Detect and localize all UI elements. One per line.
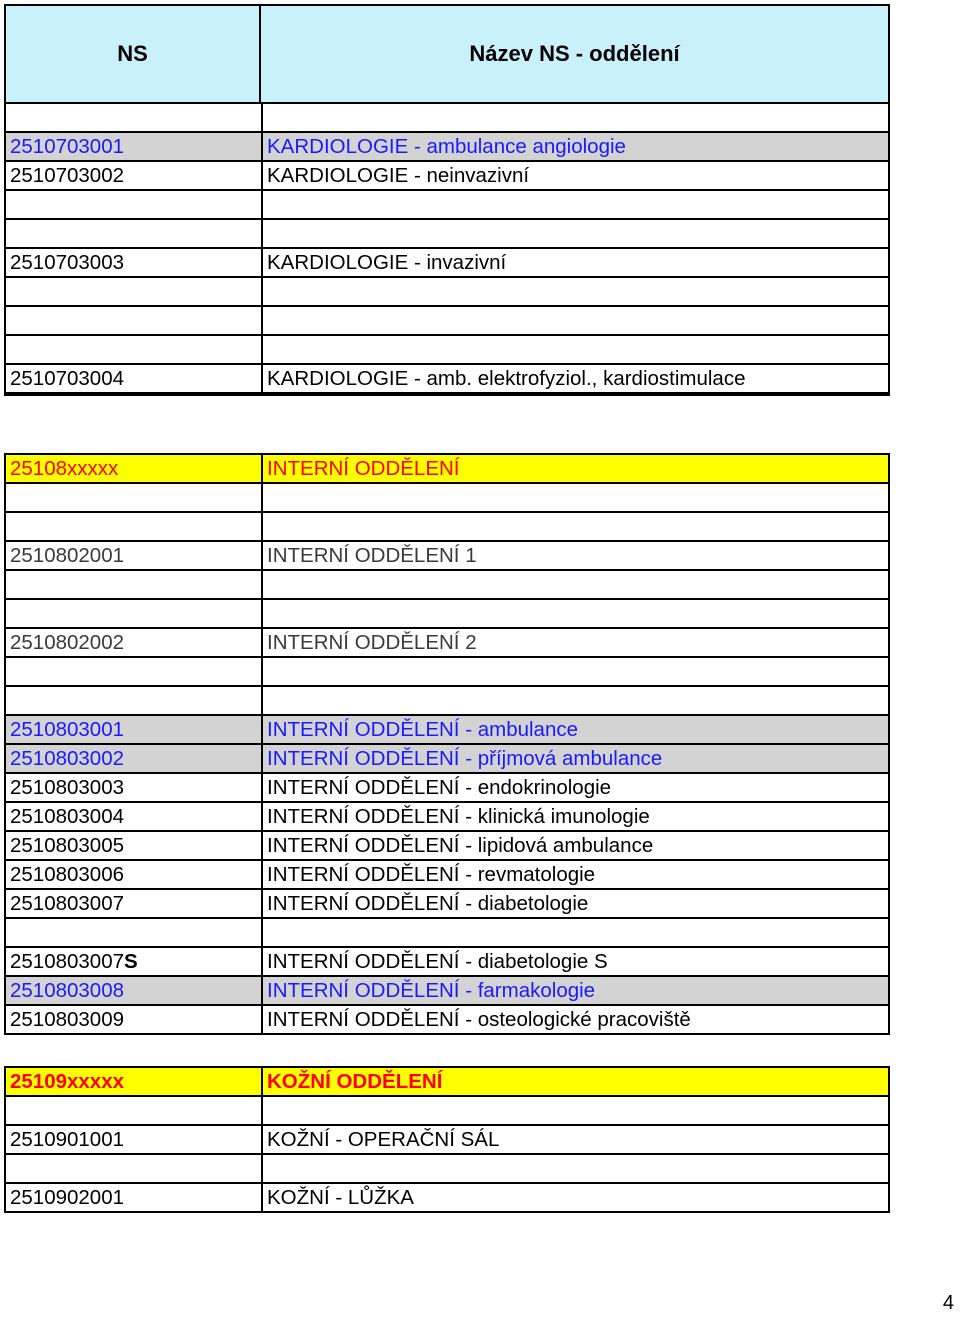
name-cell: INTERNÍ ODDĚLENÍ - farmakologie [267,979,596,1002]
ns-cell [6,278,263,305]
table-row [6,133,888,162]
name-cell [263,104,888,131]
name-cell [263,513,888,540]
department-table [4,4,890,396]
name-cell: INTERNÍ ODDĚLENÍ - osteologické pracoviště [267,1008,691,1031]
table-row [6,220,888,249]
table-row [6,600,888,629]
table-row [6,948,888,977]
table-row [6,191,888,220]
ns-cell [6,1155,263,1182]
name-cell: KARDIOLOGIE - neinvazivní [267,164,530,187]
table-row [6,745,888,774]
table-row [6,365,888,392]
kozni-section [4,1066,890,1213]
name-cell: INTERNÍ ODDĚLENÍ - revmatologie [267,863,596,886]
table-block-interni-body [4,453,890,1035]
name-cell: KARDIOLOGIE - ambulance angiologie [267,135,626,158]
table-row [6,803,888,832]
ns-cell [6,571,263,598]
ns-cell: 2510803001 [6,716,263,743]
table-row [6,249,888,278]
table-row [6,890,888,919]
ns-cell: 2510803009 [6,1006,263,1033]
name-cell: INTERNÍ ODDĚLENÍ - příjmová ambulance [267,747,663,770]
table-row [6,1068,888,1097]
name-cell: KOŽNÍ ODDĚLENÍ [267,1070,443,1093]
ns-cell: 2510803008 [6,977,263,1004]
table-row [6,162,888,191]
name-cell: INTERNÍ ODDĚLENÍ - diabetologie [267,892,589,915]
table-block-kozni [4,1066,890,1213]
name-cell: INTERNÍ ODDĚLENÍ [267,457,460,480]
name-cell [263,307,888,334]
name-cell: KOŽNÍ - OPERAČNÍ SÁL [267,1128,500,1151]
name-cell [263,278,888,305]
name-cell: INTERNÍ ODDĚLENÍ - lipidová ambulance [267,834,654,857]
table-row [6,1184,888,1211]
table-row [6,629,888,658]
ns-cell [6,1097,263,1124]
name-cell [263,571,888,598]
table-block-kardiologie [4,4,890,392]
ns-cell: 2510902001 [6,1184,263,1211]
name-cell [263,484,888,511]
table-row [6,104,888,133]
name-cell: KOŽNÍ - LŮŽKA [267,1186,414,1209]
name-cell: INTERNÍ ODDĚLENÍ 2 [267,631,477,654]
name-cell: INTERNÍ ODDĚLENÍ 1 [267,544,477,567]
table-row [6,861,888,890]
name-cell: INTERNÍ ODDĚLENÍ - klinická imunologie [267,805,650,828]
table-row [6,716,888,745]
table-row [6,336,888,365]
table-row [6,542,888,571]
name-cell [263,220,888,247]
page-number: 4 [942,1292,954,1314]
ns-suffix: S [124,950,138,973]
ns-cell: 2510802002 [6,629,263,656]
ns-cell: 2510703004 [6,365,263,392]
table-row [6,278,888,307]
name-cell [263,1155,888,1182]
ns-cell [6,600,263,627]
table-row [6,307,888,336]
table-row [6,513,888,542]
name-cell [263,191,888,218]
table-block-interni [4,392,890,396]
interni-section [4,453,890,1035]
ns-cell: 2510703002 [6,162,263,189]
table-row [6,977,888,1006]
ns-cell [6,513,263,540]
ns-cell [6,307,263,334]
header-ns: NS [6,6,261,102]
table-row [6,571,888,600]
table-row [6,687,888,716]
ns-cell [6,191,263,218]
table-header [6,6,888,104]
name-cell [263,687,888,714]
name-cell: KARDIOLOGIE - invazivní [267,251,507,274]
ns-cell [6,484,263,511]
name-cell [263,1097,888,1124]
name-cell: INTERNÍ ODDĚLENÍ - endokrinologie [267,776,612,799]
table-row [6,1126,888,1155]
table-row [6,1006,888,1033]
ns-cell: 2510703003 [6,249,263,276]
name-cell [263,600,888,627]
ns-cell [6,220,263,247]
ns-cell [6,919,263,946]
ns-cell: 2510901001 [6,1126,263,1153]
name-cell: INTERNÍ ODDĚLENÍ - diabetologie S [267,950,608,973]
name-cell [263,658,888,685]
ns-cell [6,336,263,363]
name-cell [263,336,888,363]
ns-cell: 2510703001 [6,133,263,160]
header-name: Název NS - oddělení [469,41,680,66]
table-row [6,774,888,803]
ns-cell [6,948,263,975]
ns-cell [6,658,263,685]
table-row [6,1097,888,1126]
ns-cell: 25109xxxxx [6,1068,263,1095]
ns-code: 2510803007 [10,950,125,973]
ns-cell: 2510803002 [6,745,263,772]
ns-cell: 2510803006 [6,861,263,888]
name-cell [263,919,888,946]
ns-cell: 2510803003 [6,774,263,801]
ns-cell [6,104,263,131]
ns-cell [6,687,263,714]
name-cell: INTERNÍ ODDĚLENÍ - ambulance [267,718,579,741]
table-row [6,919,888,948]
ns-cell: 2510803005 [6,832,263,859]
table-row [6,658,888,687]
name-cell: KARDIOLOGIE - amb. elektrofyziol., kardiostimulace [267,367,746,390]
table-row [6,832,888,861]
table-row [6,1155,888,1184]
ns-cell: 2510803004 [6,803,263,830]
ns-cell: 2510802001 [6,542,263,569]
table-row [6,484,888,513]
ns-cell: 2510803007 [6,890,263,917]
table-row [6,455,888,484]
ns-cell: 25108xxxxx [6,455,263,482]
